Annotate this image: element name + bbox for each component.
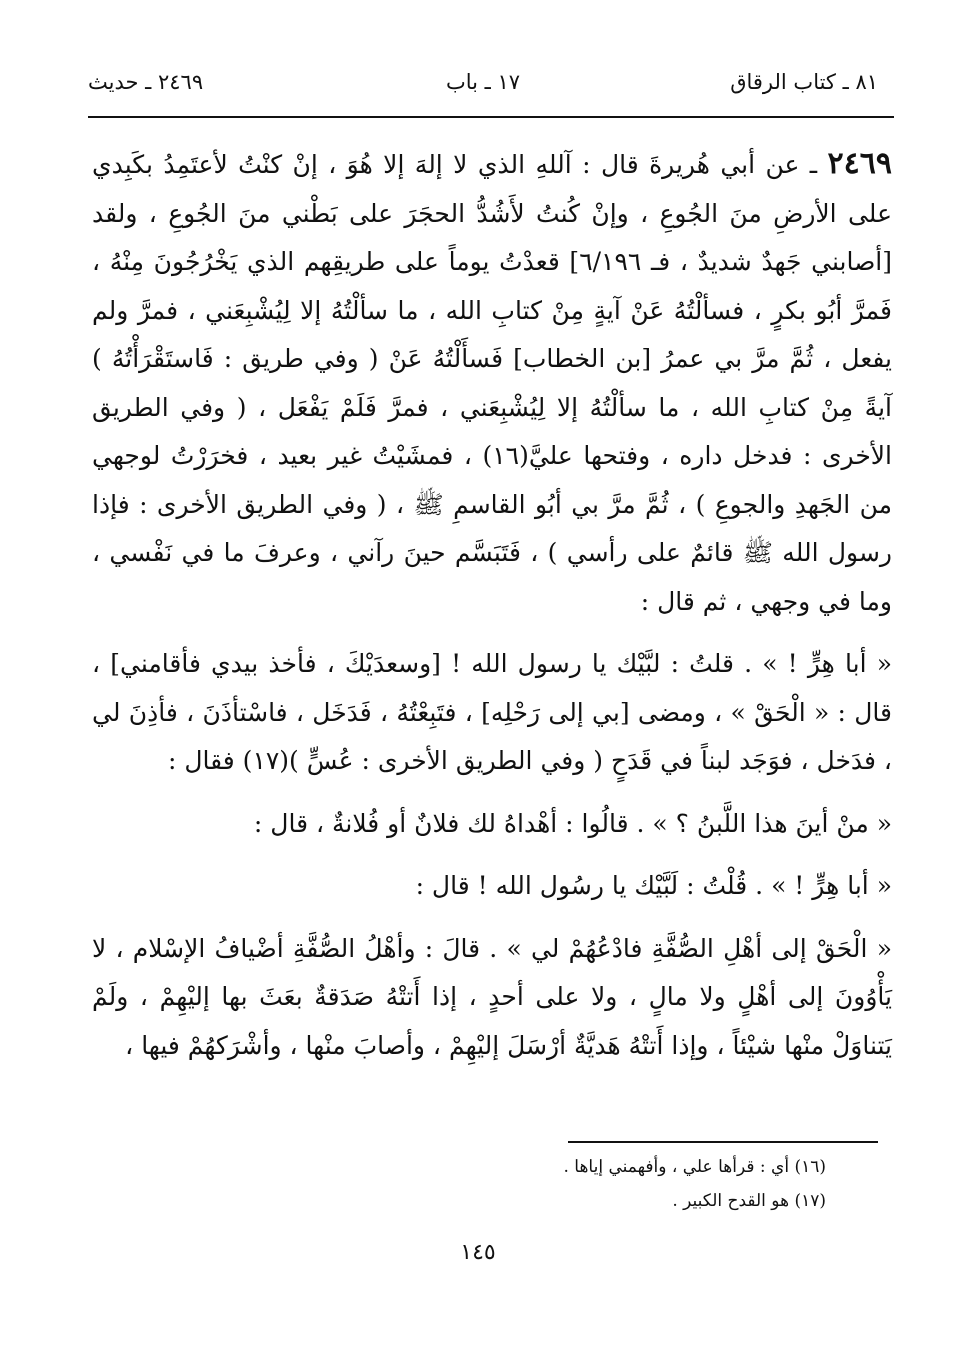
header-hadith-number: ٢٤٦٩ ـ حديث	[88, 70, 204, 94]
footnote-rule	[568, 1141, 878, 1143]
footnote-16: (١٦) أي : قرأها علي ، وأفهمني إياها .	[563, 1157, 826, 1177]
hadith-text-1: ـ عن أبي هُريرةَ قال : آللهِ الذي لا إلهَ إلا هُوَ ، إنْ كنْتُ لأعتَمِدُ بكَبِدي على الأرضِ منَ الجُوعِ ، وإنْ كُنتُ لأَشُدُّ الحجَرَ على بَطْني منَ الجُوعِ ، ولقد [أصابني جَهدٌ شديدٌ ، فـ ٦/١٩٦] قعدْتُ يوماً على طريقِهم الذي يَخْرُجُونَ مِنْهُ ، فَمرَّ أبُو بكرٍ ، فسألْتُهُ عَنْ آيةٍ مِنْ كتابِ الله ، ما سألْتُهُ إلا لِيُشْبِعَني ، فمرَّ ولم يفعل ، ثُمَّ مرَّ بي عمرُ [بن الخطاب] فَسأَلْتُهُ عَنْ ( وفي طريق : فَاستَقْرَأْتُهُ ) آيةً مِنْ كتابِ الله ، ما سألْتُهُ إلا لِيُشْبِعَني ، فمرَّ فَلَمْ يَفْعَل ، ( وفي الطريق الأخرى : فدخل داره ، وفتحها عليَّ(١٦) ، فمشَيْتُ غير بعيد ، فخرَرْتُ لوجهي من الجَهدِ والجوعِ ) ، ثُمَّ مرَّ بي أبُو القاسمِ ﷺ ، ( وفي الطريق الأخرى : فإذا رسول الله ﷺ قائمٌ على رأسي ) ، فَتَبَسَّم حينَ رآني ، وعرفَ ما في نَفْسي ، وما في وجهي ، ثم قال :	[92, 150, 892, 616]
hadith-paragraph-5: « الْحَقْ إلى أهْلِ الصُّفَّةِ فادْعُهُمْ لي » . قالَ : وأهْلُ الصُّفَّةِ أضْيافُ الإسْلام ، لا يَأْوُونَ إلى أهْلٍ ولا مالٍ ، ولا على أحدٍ ، إذا أَتتْهُ صَدَقةٌ بعَثَ بها إليْهِمْ ، ولَمْ يَتناوَلْ منْها شيْئاً ، وإذا أَتتْهُ هَديَّةٌ أرْسَلَ إليْهِمْ ، وأصابَ منْها ، وأشْرَكهُمْ فيها ،	[92, 933, 892, 1060]
footnotes	[226, 1150, 826, 1218]
hadith-paragraph-4: « أبا هِرٍّ ! » . قُلْتُ : لَبَّيْك يا رسُول الله ! قال :	[415, 871, 892, 900]
hadith-body	[92, 140, 892, 1070]
hadith-paragraph-1	[92, 140, 892, 626]
header-rule	[88, 116, 894, 118]
hadith-paragraph-2: « أبا هِرٍّ ! » . قلتُ : لبَّيْك يا رسول الله ! [وسعدَيْكَ ، فأخذ بيدي فأقامني] ، قال : « الْحَقْ » ، ومضى [بي إلى رَحْلِه] ، فتَبِعْتُهُ ، فَدَخَل ، فاسْتأذَنَ ، فأذِنَ لي ، فدَخل ، فوَجَد لبناً في قَدَحٍ ( وفي الطريق الأخرى : عُسٍّ )(١٧) فقال :	[92, 649, 892, 775]
running-header	[88, 66, 878, 106]
hadith-paragraph-3: « منْ أينَ هذا اللَّبنُ ؟ » . قالُوا : أهْداهُ لك فلانٌ أو فُلانةٌ ، قال :	[253, 808, 892, 838]
header-chapter: ١٧ ـ باب	[445, 70, 521, 94]
hadith-number: ٢٤٦٩	[827, 146, 892, 181]
page-number: ١٤٥	[460, 1240, 496, 1265]
header-book-title: ٨١ ـ كتاب الرقاق	[730, 70, 878, 94]
footnote-17: (١٧) هو القدح الكبير .	[672, 1191, 826, 1211]
